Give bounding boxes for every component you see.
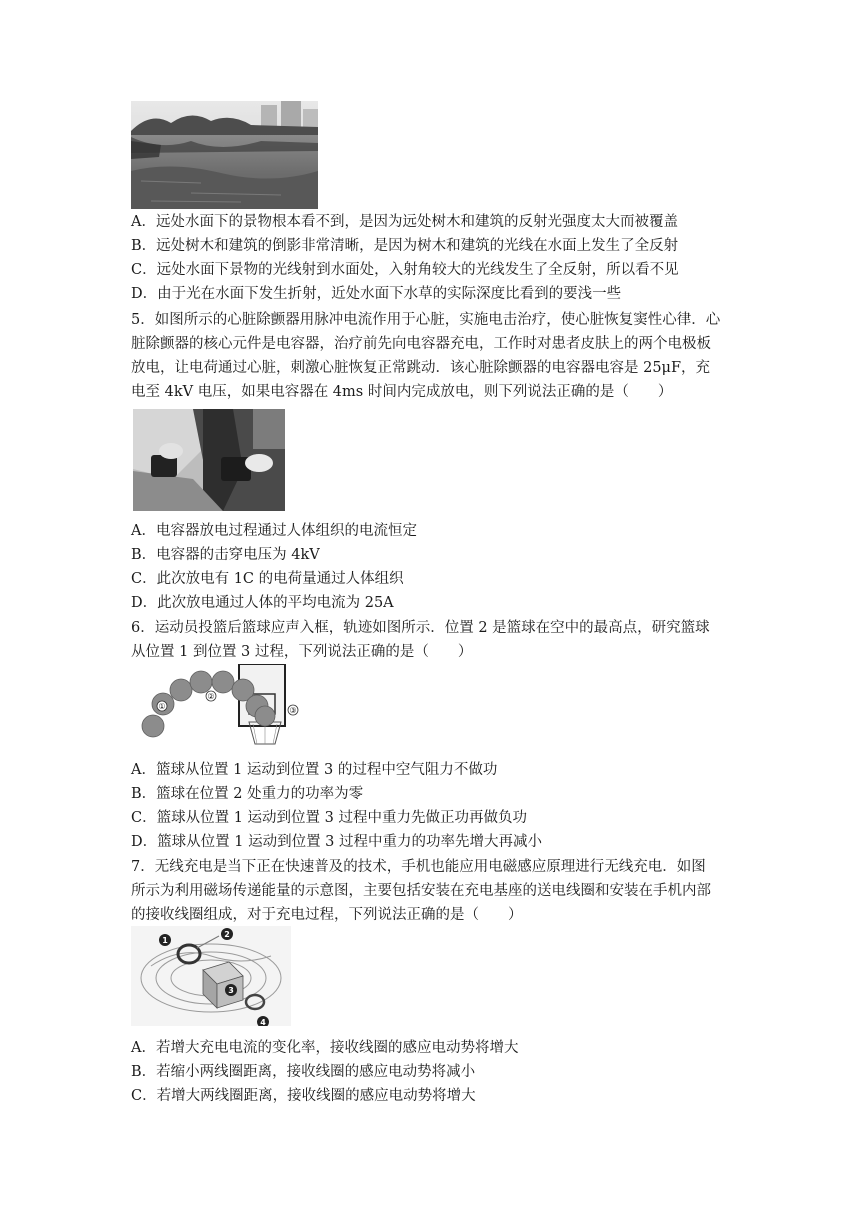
lake-photo-image [131,101,318,209]
q4-option-d: D．由于光在水面下发生折射，近处水面下水草的实际深度比看到的要浅一些 [131,286,622,302]
basketball-trajectory-image [131,664,301,749]
q4-option-c: C．远处水面下景物的光线射到水面处，入射角较大的光线发生了全反射，所以看不见 [131,262,679,278]
q6-stem-line: 从位置 1 到位置 3 过程，下列说法正确的是（ ） [131,644,473,660]
charging-label-4: 4 [260,1018,266,1026]
q7-option-c: C．若增大两线圈距离，接收线圈的感应电动势将增大 [131,1088,476,1104]
defibrillator-photo-image [133,409,285,511]
q7-stem-line: 的接收线圈组成，对于充电过程，下列说法正确的是（ ） [131,907,523,923]
q6-option-b: B．篮球在位置 2 处重力的功率为零 [131,786,364,802]
q6-option-a: A．篮球从位置 1 运动到位置 3 的过程中空气阻力不做功 [131,762,498,778]
q5-stem-line: 5．如图所示的心脏除颤器用脉冲电流作用于心脏，实施电击治疗，使心脏恢复窦性心律．心 [131,312,721,328]
wireless-charging-figure [131,926,291,1026]
lake-photo [131,101,318,209]
q6-stem-line: 6．运动员投篮后篮球应声入框，轨迹如图所示．位置 2 是篮球在空中的最高点，研究篮球 [131,620,710,636]
q5-option-a: A．电容器放电过程通过人体组织的电流恒定 [131,523,417,539]
basketball-label-2: ② [207,692,215,701]
q5-stem-line: 电至 4kV 电压，如果电容器在 4ms 时间内完成放电，则下列说法正确的是（ ） [131,384,673,400]
q7-stem-line: 7．无线充电是当下正在快速普及的技术，手机也能应用电磁感应原理进行无线充电．如图 [131,859,706,875]
charging-label-1: 1 [162,936,168,945]
q5-stem-line: 脏除颤器的核心元件是电容器，治疗前先向电容器充电，工作时对患者皮肤上的两个电极板 [131,336,711,352]
q6-option-d: D．篮球从位置 1 运动到位置 3 过程中重力的功率先增大再减小 [131,834,543,850]
basketball-label-3: ③ [289,706,297,715]
charging-label-2: 2 [224,930,230,939]
q5-stem-line: 放电，让电荷通过心脏，刺激心脏恢复正常跳动．该心脏除颤器的电容器电容是 25μF，充 [131,360,711,376]
basketball-trajectory-figure [131,664,301,749]
q5-option-d: D．此次放电通过人体的平均电流为 25A [131,595,394,611]
q4-option-a: A．远处水面下的景物根本看不到，是因为远处树木和建筑的反射光强度太大而被覆盖 [131,214,678,230]
basketball-label-1: ① [158,702,166,711]
q5-option-c: C．此次放电有 1C 的电荷量通过人体组织 [131,571,404,587]
defibrillator-photo [133,409,285,511]
q7-option-a: A．若增大充电电流的变化率，接收线圈的感应电动势将增大 [131,1040,519,1056]
q7-option-b: B．若缩小两线圈距离，接收线圈的感应电动势将减小 [131,1064,476,1080]
q5-option-b: B．电容器的击穿电压为 4kV [131,547,320,563]
wireless-charging-image [131,926,291,1026]
charging-label-3: 3 [228,986,234,995]
q7-stem-line: 所示为利用磁场传递能量的示意图，主要包括安装在充电基座的送电线圈和安装在手机内部 [131,883,711,899]
q4-option-b: B．远处树木和建筑的倒影非常清晰，是因为树木和建筑的光线在水面上发生了全反射 [131,238,679,254]
q6-option-c: C．篮球从位置 1 运动到位置 3 过程中重力先做正功再做负功 [131,810,527,826]
